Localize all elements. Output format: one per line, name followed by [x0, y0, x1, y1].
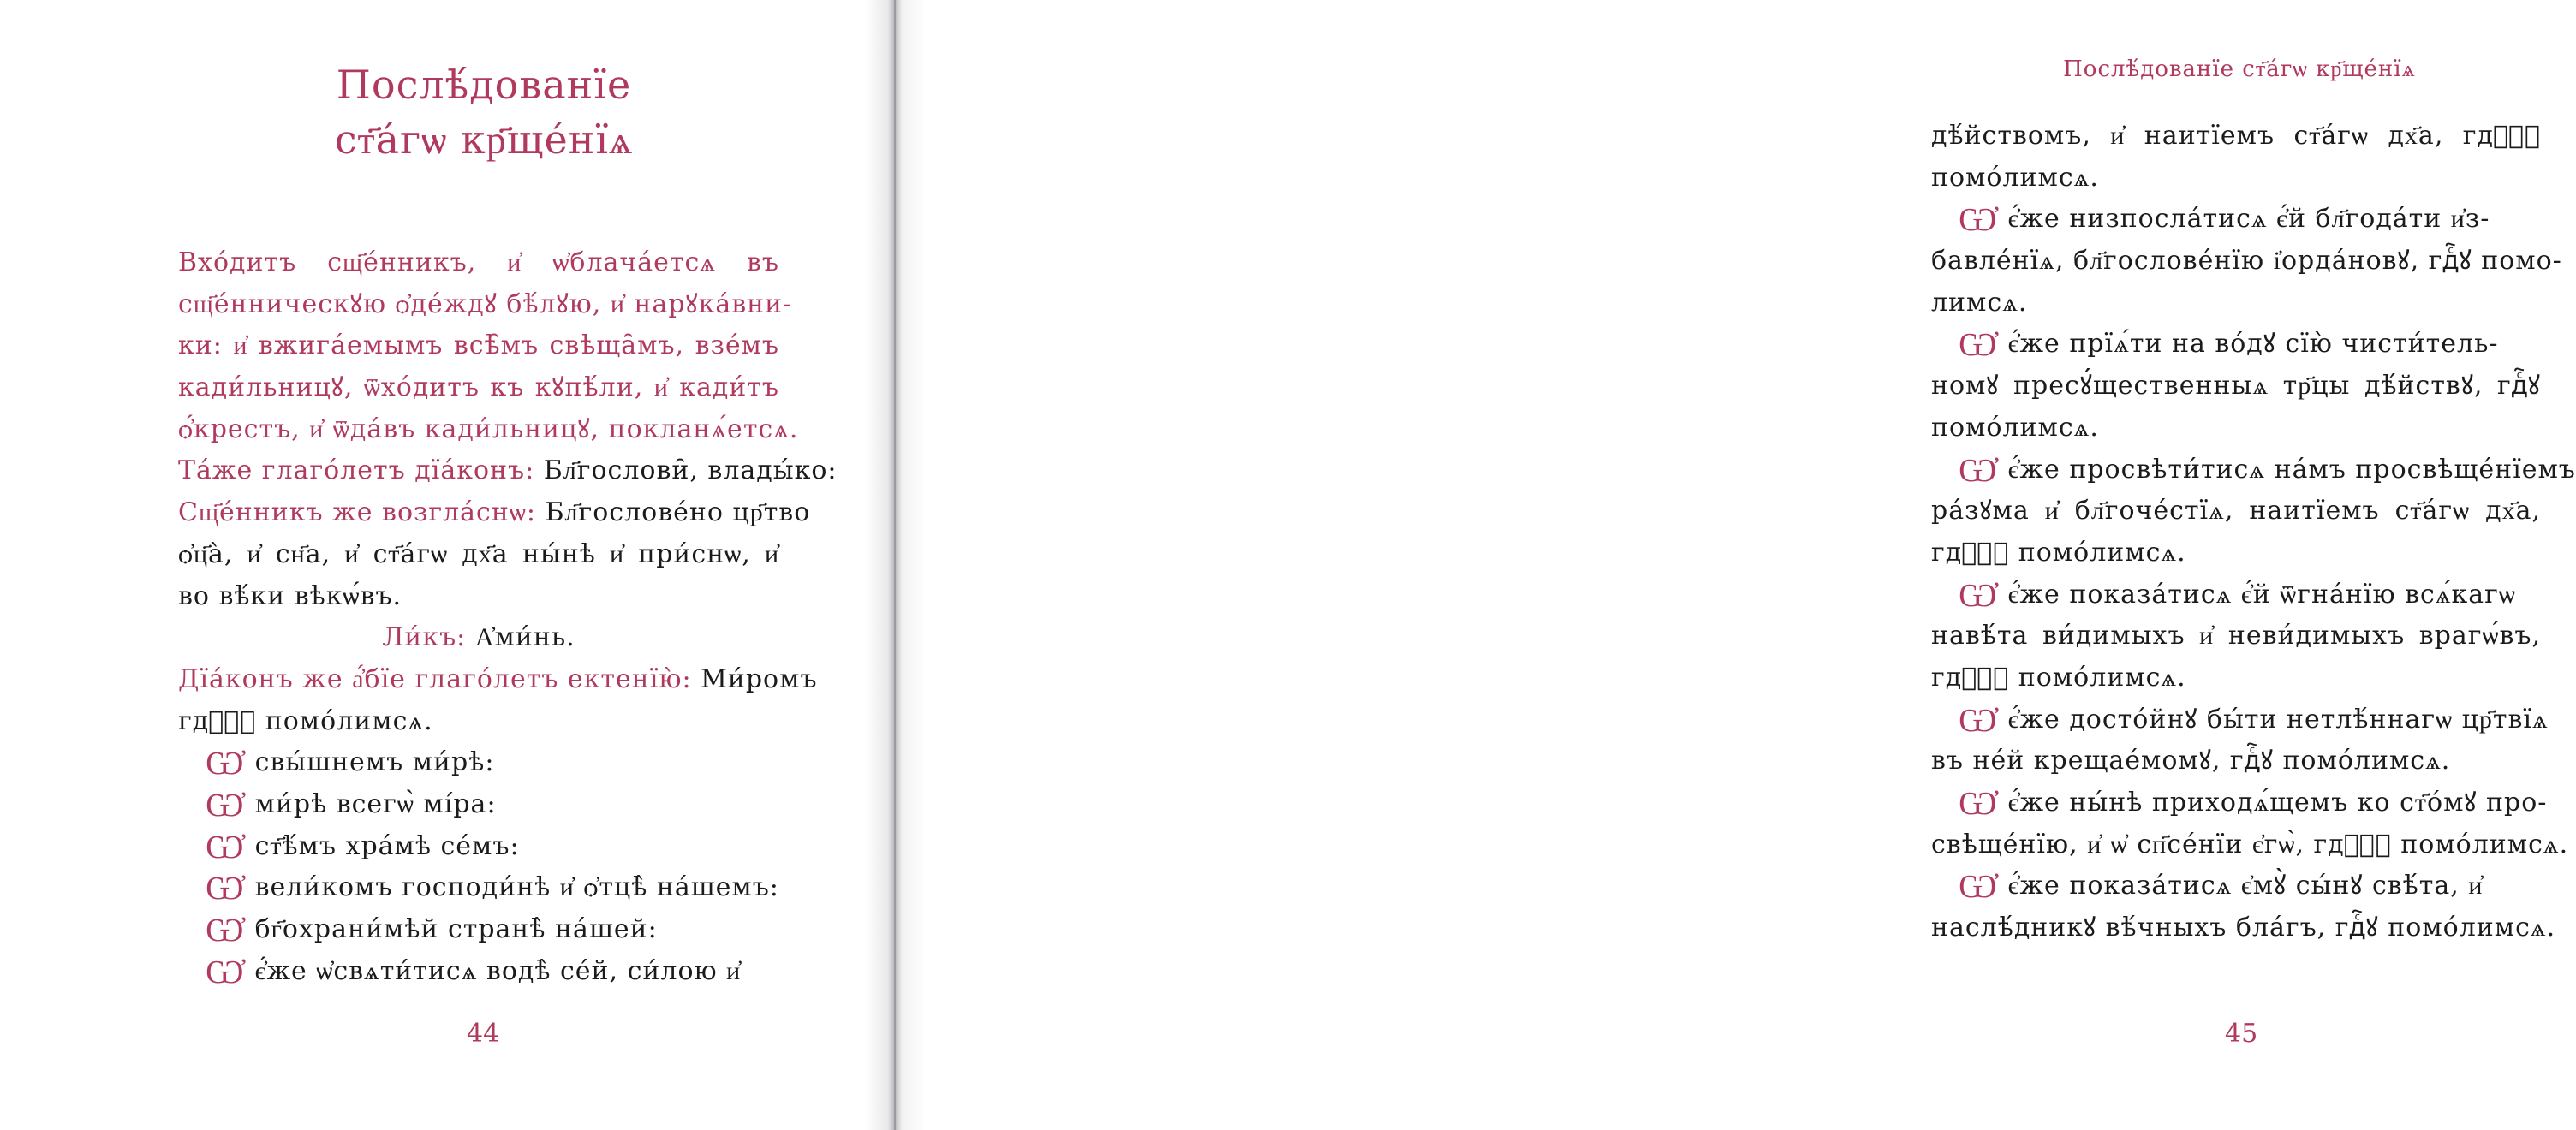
left-page	[0, 0, 895, 1130]
text-line-content: вели́комъ господи́нѣ и҆ ѻ҆тцѣ̀ на́шемъ:	[254, 872, 779, 903]
text-line-content: сщ҃е́нническꙋю ѻ҆де́ждꙋ бѣ́лꙋю, и҆ нарꙋка́вни-	[178, 288, 793, 319]
left-text-line	[178, 284, 793, 326]
left-text-line	[178, 617, 779, 659]
right-text-line	[1931, 199, 2541, 241]
right-text-line	[1931, 158, 2541, 199]
right-text-line	[1931, 282, 2541, 324]
rubric-text: Та́же глаго́летъ дїа́конъ:	[178, 455, 544, 486]
right-text-line	[1931, 907, 2556, 949]
text-line-content: А҆ми́нь.	[474, 622, 575, 653]
text-line-content: ки: и҆ вжига́емымъ всѣ̑мъ свѣща̑мъ, взе́мъ	[178, 330, 779, 361]
text-line-content: ст҃ѣ́мъ хра́мѣ се́мъ:	[254, 830, 520, 861]
text-line-content: свы́шнемъ ми́рѣ:	[254, 747, 495, 778]
text-line-content: наслѣ́дникꙋ вѣ́чныхъ бла́гъ, гдⷭ҇ꙋ помо́лимсѧ.	[1931, 913, 2556, 943]
left-text-line	[178, 325, 779, 367]
text-line-content: гдⷭ҇ꙋ помо́лимсѧ.	[1931, 662, 2186, 693]
left-text-line	[178, 909, 779, 951]
litany-initial: Ѡ҆	[1959, 867, 1998, 906]
text-line-content: є҆́же ѡ҆свѧти́тисѧ водѣ̀ се́й, си́лою и҆	[254, 955, 742, 986]
text-line-content: Бл҃гослови̑, влады́ко:	[543, 455, 838, 486]
text-line-content: ми́рѣ всегѡ̀ мі́ра:	[254, 788, 497, 819]
litany-initial: Ѡ҆	[1959, 200, 1998, 239]
text-line-content: свѣще́нїю, и҆ ѡ҆ сп҃се́нїи є҆гѡ̀, гдⷭ҇ꙋ помо́лимсѧ.	[1931, 829, 2569, 859]
left-text-line	[178, 701, 779, 743]
right-text-line	[1931, 699, 2549, 741]
left-text-line	[178, 951, 779, 993]
text-line-content: є҆́же низпосла́тисѧ є҆́й бл҃года́ти и҆з-	[2007, 204, 2490, 235]
left-text-line	[178, 367, 779, 409]
litany-initial: Ѡ҆	[1959, 700, 1998, 739]
left-text-line	[178, 784, 779, 826]
left-text-line	[178, 242, 779, 284]
text-line-content: бавле́нїѧ, бл҃гослове́нїю і҆орда́новꙋ, гдⷭ҇ꙋ помо-	[1931, 246, 2562, 277]
text-line-content: гдⷭ҇ꙋ помо́лимсѧ.	[1931, 537, 2186, 568]
litany-initial: Ѡ҆	[1959, 325, 1998, 364]
text-line-content: номꙋ пресꙋ́щественныѧ тр҃цы дѣ́йствꙋ, гдⷭ҇ꙋ	[1931, 371, 2541, 401]
page-number-left: 44	[467, 1019, 500, 1049]
litany-initial: Ѡ҆	[1959, 575, 1998, 614]
litany-initial: Ѡ҆	[206, 785, 245, 824]
right-text-line	[1931, 532, 2541, 574]
text-line-content: помо́лимсѧ.	[1931, 412, 2099, 443]
left-text-line	[178, 409, 799, 451]
litany-initial: Ѡ҆	[206, 827, 245, 865]
litany-initial: Ѡ҆	[206, 869, 245, 907]
left-text-line	[178, 742, 779, 784]
text-line-content: Бл҃гослове́но цр҃тво	[545, 497, 811, 528]
text-line-content: навѣ́та ви́димыхъ и҆ неви́димыхъ врагѡ́въ,	[1931, 621, 2541, 651]
text-line-content: є҆́же досто́йнꙋ бы́ти нетлѣ́ннагѡ цр҃твїѧ	[2007, 704, 2549, 734]
right-text-line	[1931, 824, 2569, 866]
rubric-text: Сщ҃е́нникъ же возгла́снѡ:	[178, 497, 546, 528]
text-line-content: въ не́й крещае́момꙋ, гдⷭ҇ꙋ помо́лимсѧ.	[1931, 746, 2451, 776]
text-line-content: є҆́же показа́тисѧ є҆́й ѿгна́нїю всѧ́кагѡ	[2007, 579, 2516, 610]
litany-initial: Ѡ҆	[1959, 784, 1998, 822]
right-text-line	[1931, 324, 2541, 366]
right-text-line	[1931, 657, 2541, 699]
left-text-line	[178, 576, 779, 618]
text-line-content: ра́зꙋма и҆ бл҃гоче́стїѧ, наитїемъ ст҃а́гѡ дх҃а,	[1931, 496, 2541, 526]
right-page	[895, 0, 2576, 1130]
text-line-content: Ми́ромъ	[701, 663, 818, 694]
page-number-right: 45	[2225, 1019, 2258, 1049]
right-text-line	[1931, 116, 2541, 158]
text-line-content: є҆́же показа́тисѧ є҆мꙋ̀ сы́нꙋ свѣ́та, и҆	[2007, 871, 2484, 901]
text-line-content: помо́лимсѧ.	[1931, 162, 2099, 193]
text-line-content: є҆́же ны́нѣ приходѧ́щемъ ко ст҃о́мꙋ про-	[2007, 788, 2548, 818]
right-text-line	[1931, 740, 2541, 782]
left-text-line	[178, 826, 779, 868]
text-line-content: во вѣ́ки вѣкѡ́въ.	[178, 580, 402, 611]
left-text-line	[178, 659, 818, 701]
rubric-text: Дїа́конъ же а҆́бїе глаго́летъ ектенїю̀:	[178, 663, 701, 694]
litany-initial: Ѡ҆	[1959, 450, 1998, 489]
text-line-content: бг҃охрани́мѣй странѣ̀ на́шей:	[254, 914, 658, 944]
right-page-text	[1931, 116, 2576, 949]
left-text-line	[178, 867, 779, 909]
right-text-line	[1931, 574, 2541, 616]
right-text-line	[1931, 782, 2548, 824]
book-fold-line	[894, 0, 896, 1130]
right-text-line	[1931, 407, 2541, 449]
text-line-content: є҆́же прїѧ́ти на во́дꙋ сїю̀ чисти́тель-	[2007, 329, 2499, 360]
right-text-line	[1931, 616, 2541, 657]
text-line-content: кади́льницꙋ, ѿхо́дитъ къ кꙋпѣ́ли, и҆ кади́тъ	[178, 372, 779, 403]
running-head: Послѣ́дованїе ст҃а́гѡ кр҃ще́нїѧ	[2063, 56, 2416, 82]
right-text-line	[1931, 449, 2576, 491]
page-title-line-1: Послѣ́дованїе	[336, 62, 632, 108]
text-line-content: дѣ́йствомъ, и҆ наитїемъ ст҃а́гѡ дх҃а, гдⷭ҇ꙋ	[1931, 121, 2541, 151]
litany-initial: Ѡ҆	[206, 952, 245, 990]
litany-initial: Ѡ҆	[206, 911, 245, 949]
rubric-text: Ли́къ:	[382, 622, 475, 653]
text-line-content: гдⷭ҇ꙋ помо́лимсѧ.	[178, 705, 433, 736]
text-line-content: лимсѧ.	[1931, 287, 2028, 318]
right-text-line	[1931, 865, 2541, 907]
text-line-content: ѻ҆ц҃а̀, и҆ сн҃а, и҆ ст҃а́гѡ дх҃а ны́нѣ и҆ при́снѡ, и҆	[178, 538, 779, 569]
right-text-line	[1931, 366, 2541, 407]
text-line-content: ѻ҆́крестъ, и҆ ѿда́въ кади́льницꙋ, покланѧ́етсѧ.	[178, 413, 799, 444]
left-text-line	[178, 492, 811, 534]
left-page-text	[178, 242, 838, 992]
right-text-line	[1931, 491, 2541, 532]
text-line-content: є҆́же просвѣти́тисѧ на́мъ просвѣще́нїемъ	[2007, 454, 2576, 485]
text-line-content: Вхо́дитъ сщ҃е́нникъ, и҆ ѡ҆блача́етсѧ въ	[178, 247, 779, 277]
left-text-line	[178, 534, 779, 576]
right-text-line	[1931, 241, 2562, 282]
litany-initial: Ѡ҆	[206, 744, 245, 782]
page-title-line-2: ст҃а́гѡ кр҃ще́нїѧ	[334, 116, 634, 163]
left-text-line	[178, 450, 838, 492]
